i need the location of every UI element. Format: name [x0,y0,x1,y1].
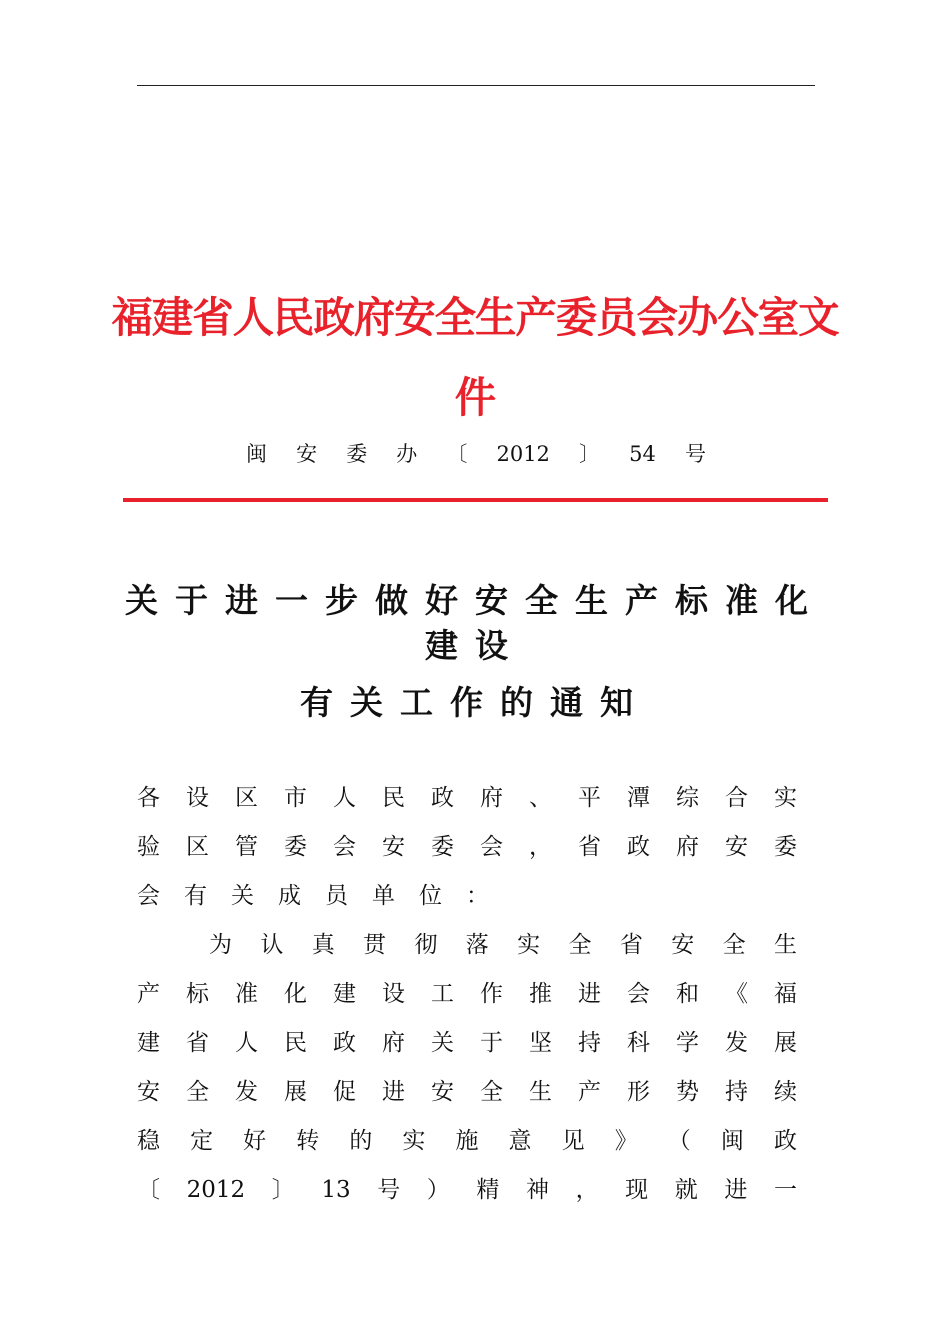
body-char: 区 [235,785,258,811]
body-char: 形 [627,1079,650,1105]
body-char: 》 [614,1128,638,1154]
body-char: 一 [773,1177,797,1203]
doc-number-token: 54 [629,442,656,466]
body-char: 综 [676,785,699,811]
body-char: 建 [333,981,356,1007]
body-char: 会 [480,834,503,860]
body-char: 就 [674,1177,698,1203]
body-char: 和 [676,981,699,1007]
body-char: 建 [137,1030,160,1056]
body-char: 委 [774,834,797,860]
body-char: 精 [476,1177,500,1203]
body-char: 坚 [529,1030,552,1056]
body-char: 会 [137,883,160,909]
title-line-1: 关于进一步做好安全生产标准化 [125,581,825,620]
body-char: 员 [325,883,348,909]
body-char: 全 [722,932,746,958]
body-char: 府 [382,1030,405,1056]
body-char: 施 [455,1128,479,1154]
body-char: （ [667,1128,691,1154]
body-char: 省 [186,1030,209,1056]
body-char: 省 [619,932,643,958]
body-char: 13 [321,1177,351,1203]
body-char: 人 [235,1030,258,1056]
body-char: 全 [480,1079,503,1105]
body-char: 展 [284,1079,307,1105]
body-char: 持 [578,1030,601,1056]
body-char: 府 [676,834,699,860]
title-line-3: 有关工作的通知 [300,683,650,722]
body-char: 意 [508,1128,532,1154]
doc-number-token: 闽 [246,442,267,466]
title-line-2: 建设 [425,626,525,665]
body-char: 实 [774,785,797,811]
body-char: 落 [465,932,489,958]
body-char: 安 [671,932,695,958]
body-char: 转 [296,1128,320,1154]
body-char: 会 [627,981,650,1007]
body-line [137,1019,797,1068]
issuer-heading: 福建省人民政府安全生产委员会办公室文件 [111,293,839,422]
body-line [137,1166,797,1215]
body-char: 《 [725,981,748,1007]
body-char: 平 [578,785,601,811]
body-char: 管 [235,834,258,860]
body-char: 政 [773,1128,797,1154]
body-line [137,921,797,970]
body-char: 进 [382,1079,405,1105]
body-char: 生 [773,932,797,958]
body-char: 〔 [137,1177,160,1203]
body-char: 民 [284,1030,307,1056]
body-char: 实 [402,1128,426,1154]
body-char: 发 [725,1030,748,1056]
body-char: 于 [480,1030,503,1056]
body-char: 、 [529,785,552,811]
body-char: 促 [333,1079,356,1105]
body-char: 各 [137,785,160,811]
body-char: 好 [243,1128,267,1154]
red-separator-rule [123,498,828,502]
body-char: 政 [431,785,454,811]
body-char: 关 [431,1030,454,1056]
body-char: 稳 [137,1128,160,1154]
doc-number-token: 委 [346,442,368,466]
body-char: 政 [627,834,650,860]
body-char: 彻 [414,932,438,958]
body-char: 安 [382,834,405,860]
doc-number-token: 〔 [446,442,468,466]
body-char: 潭 [627,785,650,811]
body-char: 推 [529,981,552,1007]
body-char: 〕 [271,1177,295,1203]
body-char: 合 [725,785,748,811]
body-char: 现 [625,1177,649,1203]
body-char: 工 [431,981,454,1007]
body-char: 2012 [186,1177,246,1203]
body-char: ： [466,883,489,909]
body-char: 验 [137,834,160,860]
top-rule [137,85,815,86]
body-char: ， [575,1177,599,1203]
body-char: 产 [578,1079,601,1105]
body-char: 产 [137,981,160,1007]
doc-number-token: 2012 [496,442,550,466]
body-char: 委 [284,834,307,860]
body-char: 标 [186,981,209,1007]
body-char: 神 [525,1177,549,1203]
body-char: 安 [137,1079,160,1105]
body-text [137,774,797,1215]
document-number [246,438,706,470]
body-char: 科 [627,1030,650,1056]
body-char: 全 [568,932,592,958]
body-char: 认 [260,932,284,958]
body-char: 福 [774,981,797,1007]
body-char: 号 [377,1177,401,1203]
body-line [137,872,797,921]
body-char: 会 [333,834,356,860]
body-char: 省 [578,834,601,860]
body-char: 单 [372,883,395,909]
body-char: 安 [431,1079,454,1105]
body-line [137,774,797,823]
body-char: 发 [235,1079,258,1105]
body-char: 持 [725,1079,748,1105]
body-char: 实 [517,932,541,958]
body-char: 政 [333,1030,356,1056]
body-char: 准 [235,981,258,1007]
body-line [137,1068,797,1117]
body-char: 定 [190,1128,214,1154]
body-line [137,970,797,1019]
body-char: 化 [284,981,307,1007]
body-char: 安 [725,834,748,860]
body-char: 人 [333,785,356,811]
body-char: ， [529,834,552,860]
body-char: 作 [480,981,503,1007]
doc-number-token: 安 [296,442,318,466]
body-char: 真 [311,932,335,958]
body-char: 见 [561,1128,585,1154]
body-char: 势 [676,1079,699,1105]
body-char: 贯 [363,932,387,958]
body-char: 区 [186,834,209,860]
doc-number-token: 号 [684,442,706,466]
body-char: 展 [774,1030,797,1056]
body-line [137,1117,797,1166]
body-char: 关 [231,883,254,909]
body-char: ） [426,1177,450,1203]
body-char: 委 [431,834,454,860]
body-char: 闽 [720,1128,744,1154]
body-char: 民 [382,785,405,811]
body-char: 为 [209,932,232,958]
body-char: 生 [529,1079,552,1105]
body-char: 进 [724,1177,748,1203]
body-line [137,823,797,872]
body-char: 设 [186,785,209,811]
body-char: 设 [382,981,405,1007]
body-char: 市 [284,785,307,811]
body-char: 位 [419,883,442,909]
body-char: 续 [774,1079,797,1105]
body-char: 有 [184,883,207,909]
body-char: 进 [578,981,601,1007]
body-char: 成 [278,883,301,909]
document-title [100,578,850,725]
doc-number-token: 〕 [579,442,601,466]
body-char: 全 [186,1079,209,1105]
body-char: 府 [480,785,503,811]
doc-number-token: 办 [396,442,418,466]
body-char: 的 [349,1128,373,1154]
body-char: 学 [676,1030,699,1056]
